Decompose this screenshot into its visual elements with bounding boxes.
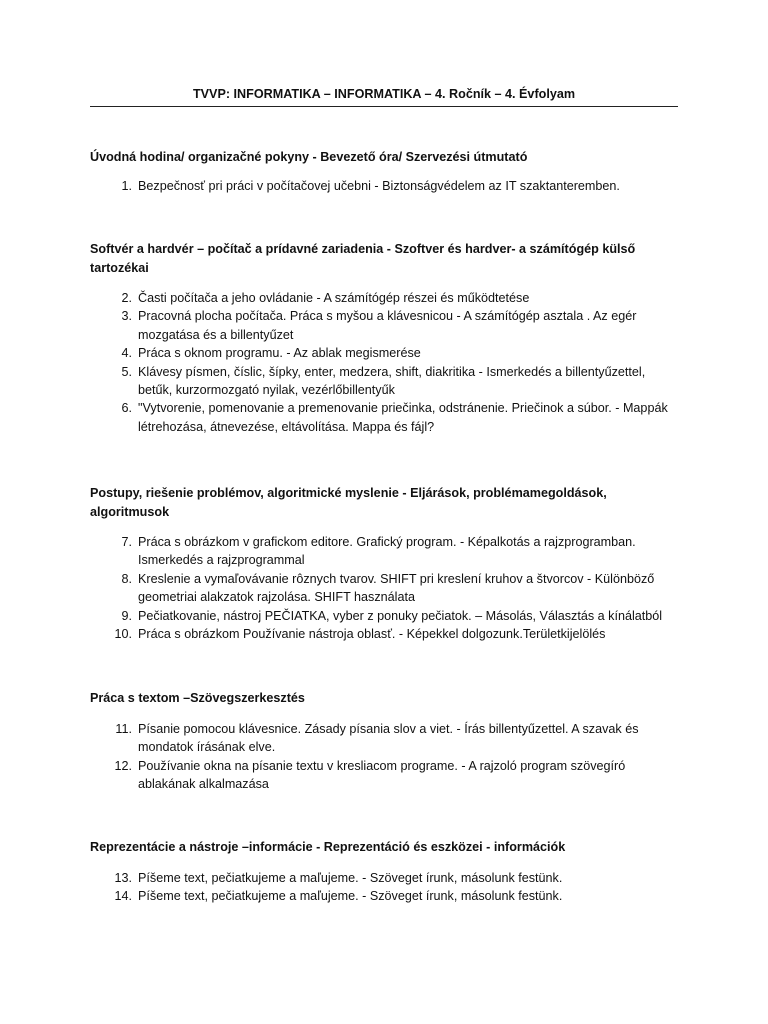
item-number: 9. — [121, 608, 132, 623]
section-software-hardware — [90, 240, 678, 436]
list-item — [90, 869, 678, 887]
item-text: Práca s obrázkom v grafickom editore. Grafický program. - Képalkotás a rajzprogramban. Ismerkedés a rajzprogrammal — [138, 535, 636, 568]
item-text: Písanie pomocou klávesnice. Zásady písania slov a viet. - Írás billentyűzettel. A szavak és mondatok írásának elve. — [138, 722, 639, 755]
section-heading: Postupy, riešenie problémov, algoritmické myslenie - Eljárások, problémamegoldások, algoritmusok — [90, 486, 607, 519]
item-number: 7. — [121, 535, 132, 549]
section-intro — [90, 148, 678, 195]
list-item — [90, 289, 678, 307]
item-text: Používanie okna na písanie textu v kresliacom programe. - A rajzoló program szövegíró ablakának alkalmazása — [138, 758, 626, 792]
section-algorithms — [90, 484, 678, 643]
item-number: 13. — [114, 871, 132, 885]
item-list — [90, 533, 678, 643]
list-item — [90, 607, 678, 625]
document-title: TVVP: INFORMATIKA – INFORMATIKA – 4. Ročník – 4. Évfolyam — [192, 87, 576, 101]
item-number: 10. — [114, 627, 132, 642]
list-item — [90, 625, 678, 643]
item-text: Píšeme text, pečiatkujeme a maľujeme. - Szöveget írunk, másolunk festünk. — [138, 889, 563, 904]
item-text: "Vytvorenie, pomenovanie a premenovanie priečinka, odstránenie. Priečinok a súbor. - Mappák létrehozása, átnevezése, eltávolítása. Mappa és fájl? — [138, 401, 668, 434]
item-list — [90, 869, 678, 906]
item-number: 8. — [121, 571, 132, 586]
section-heading: Práca s textom –Szövegszerkesztés — [90, 691, 305, 705]
list-item — [90, 720, 678, 757]
item-number: 4. — [121, 346, 132, 361]
item-text: Práca s obrázkom Používanie nástroja oblasť. - Képekkel dolgozunk.Területkijelölés — [138, 627, 606, 642]
section-heading: Úvodná hodina/ organizačné pokyny - Bevezető óra/ Szervezési útmutató — [90, 150, 528, 164]
item-text: Časti počítača a jeho ovládanie - A számítógép részei és működtetése — [138, 291, 530, 305]
section-text-editing — [90, 689, 678, 794]
list-item — [90, 307, 678, 344]
list-item — [90, 344, 678, 362]
item-text: Píšeme text, pečiatkujeme a maľujeme. - Szöveget írunk, másolunk festünk. — [138, 871, 563, 885]
section-heading: Reprezentácie a nástroje –informácie - Reprezentáció és eszközei - információk — [90, 840, 566, 854]
item-number: 11. — [115, 722, 132, 736]
item-number: 2. — [121, 291, 132, 305]
item-text: Bezpečnosť pri práci v počítačovej učebni - Biztonságvédelem az IT szaktanteremben. — [138, 179, 620, 193]
item-number: 6. — [121, 401, 132, 416]
title-divider — [90, 106, 678, 107]
list-item — [90, 533, 678, 570]
list-item — [90, 570, 678, 607]
item-number: 1. — [121, 179, 132, 193]
item-list — [90, 720, 678, 794]
item-text: Klávesy písmen, číslic, šípky, enter, medzera, shift, diakritika - Ismerkedés a billentyűzettel, betűk, kurzormozgató nyilak, vezérlőbillentyűk — [138, 364, 646, 398]
list-item — [90, 363, 678, 400]
item-text: Práca s oknom programu. - Az ablak megismerése — [138, 346, 421, 361]
section-representation — [90, 838, 678, 906]
list-item — [90, 177, 678, 195]
item-text: Kreslenie a vymaľovávanie rôznych tvarov. SHIFT pri kreslení kruhov a štvorcov - Különböző geometriai alakzatok rajzolása. SHIFT használata — [138, 571, 655, 605]
list-item — [90, 399, 678, 436]
item-text: Pečiatkovanie, nástroj PEČIATKA, vyber z ponuky pečiatok. – Másolás, Választás a kínálatból — [138, 608, 663, 623]
item-number: 14. — [114, 889, 132, 904]
item-number: 12. — [114, 758, 132, 773]
item-number: 5. — [121, 364, 132, 379]
list-item — [90, 757, 678, 794]
item-text: Pracovná plocha počítača. Práca s myšou a klávesnicou - A számítógép asztala . Az egér mozgatása és a billentyűzet — [138, 309, 637, 342]
list-item — [90, 887, 678, 905]
section-heading: Softvér a hardvér – počítač a prídavné zariadenia - Szoftver és hardver- a számítógép külső tartozékai — [90, 242, 636, 275]
item-list — [90, 177, 678, 195]
item-list — [90, 289, 678, 436]
item-number: 3. — [121, 309, 132, 324]
